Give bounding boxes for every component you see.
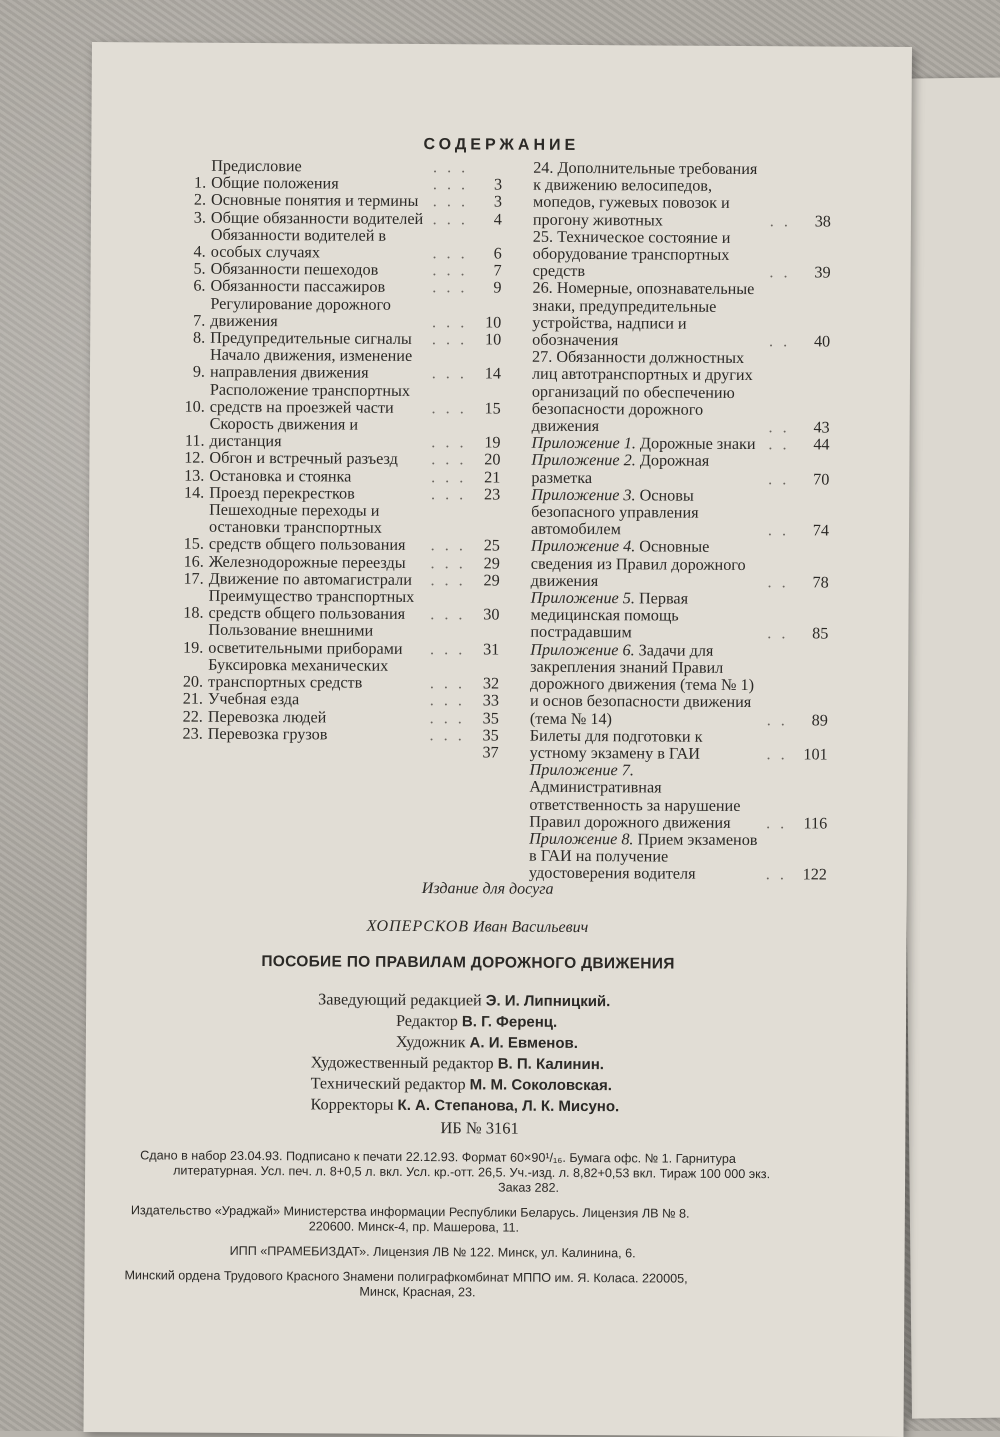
toc-leader-dots: . . xyxy=(766,213,795,230)
toc-entry xyxy=(181,725,499,744)
toc-leader-dots: . . . xyxy=(427,434,470,451)
ib-number: ИБ № 3161 xyxy=(85,1116,905,1141)
toc-entry-page: 10 xyxy=(471,314,501,331)
toc-entry-text: Дорожная разметка xyxy=(531,452,709,487)
toc-entry xyxy=(531,487,829,540)
toc-entry-page: 35 xyxy=(469,710,499,727)
toc-entry-text: Дополнительные требования к движению велосипедов, мопедов, гужевых повозок и прогону животных xyxy=(533,159,758,229)
toc-entry-number: 7. xyxy=(183,312,210,329)
toc-entry-page: 4 xyxy=(472,211,502,228)
toc-entry-number: 4. xyxy=(184,244,211,261)
staff-role: Заведующий редакцией xyxy=(318,990,482,1009)
toc-entry xyxy=(183,347,501,383)
toc-leader-dots: . . xyxy=(763,626,792,643)
toc-entry xyxy=(532,280,830,351)
toc-entry-page: 15 xyxy=(471,400,501,417)
toc-entry-page: 25 xyxy=(470,538,500,555)
toc-entry-title: Буксировка механических транспортных средств xyxy=(208,657,426,693)
toc-leader-dots: . . . xyxy=(429,176,472,193)
staff-name: А. И. Евменов. xyxy=(470,1034,578,1052)
toc-entry-page: 7 xyxy=(472,263,502,280)
toc-entry xyxy=(183,381,501,417)
print-details xyxy=(85,1148,905,1198)
toc-entry-text: Административная ответственность за нарушение Правил дорожного движения xyxy=(529,778,740,832)
publisher-line: Издательство «Ураджай» Министерства информации Республики Беларусь. Лицензия ЛВ № 8. xyxy=(131,1203,690,1220)
toc-entry xyxy=(532,349,831,437)
author-given-name: Иван Васильевич xyxy=(473,918,588,936)
toc-leader-dots: . . . xyxy=(428,262,471,279)
book-page xyxy=(84,42,912,1437)
toc-entry-page: 85 xyxy=(792,626,828,643)
order-number: Заказ 282. xyxy=(140,1178,559,1195)
toc-entry-page: 9 xyxy=(471,280,501,297)
toc-entry-number: 23. xyxy=(181,725,208,742)
toc-entry-number: 18. xyxy=(181,605,208,622)
toc-entry-title xyxy=(531,452,764,488)
staff-role: Редактор xyxy=(396,1012,458,1030)
toc-entry-page: 101 xyxy=(792,746,828,763)
toc-entry-page: 78 xyxy=(793,574,829,591)
toc-entry-page: 122 xyxy=(791,867,827,884)
toc-entry-number: 16. xyxy=(182,553,209,570)
toc-entry-number: 12. xyxy=(182,450,209,467)
staff-role: Корректоры xyxy=(310,1095,393,1114)
toc-entry xyxy=(531,452,829,488)
toc-leader-dots: . . . xyxy=(426,641,469,658)
toc-entry-text: Обязанности должностных лиц автотранспортных и других организаций по обеспечению безопасности дорожного движения xyxy=(532,348,753,435)
toc-leader-dots: . . . xyxy=(429,159,472,176)
toc-entry-page: 70 xyxy=(793,471,829,488)
toc-entry-label: Приложение 1. xyxy=(532,434,636,453)
toc-entry-page: 20 xyxy=(470,452,500,469)
toc-leader-dots: . . xyxy=(764,419,793,436)
toc-entry-page: 74 xyxy=(793,523,829,540)
toc-entry-title: Начало движения, изменение направления движения xyxy=(210,347,428,383)
toc-entry-page: 19 xyxy=(471,435,501,452)
staff-name: К. А. Степанова, Л. К. Мисуно. xyxy=(398,1097,620,1115)
toc-entry-title: Пешеходные переходы и остановки транспортных средств общего пользования xyxy=(209,502,427,555)
toc-entry-label: Приложение 3. xyxy=(531,486,635,505)
toc-entry xyxy=(181,588,499,624)
toc-entry-title: Общие обязанности водителей xyxy=(211,209,429,228)
toc-leader-dots: . . xyxy=(762,815,791,832)
toc-entry-page: 116 xyxy=(791,815,827,832)
toc-entry xyxy=(530,590,828,643)
toc-entry-page: 32 xyxy=(469,675,499,692)
toc-entry-title: Учебная езда xyxy=(208,691,426,710)
book-title: ПОСОБИЕ ПО ПРАВИЛАМ ДОРОЖНОГО ДВИЖЕНИЯ xyxy=(86,952,906,975)
toc-entry-title xyxy=(530,590,763,643)
toc-entry-page: 35 xyxy=(469,727,499,744)
toc-leader-dots: . . . xyxy=(429,211,472,228)
toc-entry xyxy=(183,416,501,452)
toc-entry xyxy=(533,229,831,282)
toc-entry-title xyxy=(529,762,762,832)
toc-entry-text: Дорожные знаки xyxy=(640,435,756,454)
printer-line: Минский ордена Трудового Красного Знамени полиграфкомбинат МППО им. Я. Коласа. 220005, xyxy=(124,1268,687,1285)
toc-entry-title: Скорость движения и дистанция xyxy=(210,416,428,452)
toc-leader-dots: . . . xyxy=(428,331,471,348)
toc-entry-page: 44 xyxy=(793,437,829,454)
toc-entry-number: 14. xyxy=(182,484,209,501)
toc-entry-title xyxy=(531,487,764,540)
toc-entry-page: 23 xyxy=(470,486,500,503)
toc-entry-title xyxy=(533,229,766,282)
toc-leader-dots: . . xyxy=(764,522,793,539)
imprint-block xyxy=(84,1148,905,1303)
toc-entry-number: 10. xyxy=(183,398,210,415)
toc-entry-title: Остановка и стоянка xyxy=(209,467,427,486)
edition-note: Издание для досуга xyxy=(87,878,907,901)
toc-leader-dots: . . . xyxy=(428,314,471,331)
toc-entry xyxy=(533,160,831,231)
toc-entry-title: Предисловие xyxy=(211,158,429,177)
toc-leader-dots: . . . xyxy=(426,710,469,727)
toc-leader-dots: . . . xyxy=(427,469,470,486)
toc-entry xyxy=(181,622,499,658)
toc-entry-page: 3 xyxy=(472,194,502,211)
staff-name: М. М. Соколовская. xyxy=(470,1076,612,1094)
toc-entry-title xyxy=(529,831,762,884)
toc-entry-number: 6. xyxy=(183,278,210,295)
toc-leader-dots: . . . xyxy=(426,675,469,692)
toc-entry xyxy=(181,742,499,761)
toc-entry-title: Преимущество транспортных средств общего пользования xyxy=(208,588,426,624)
toc-entry-page: 38 xyxy=(795,213,831,230)
toc-entry-number: 22. xyxy=(181,708,208,725)
toc-entry-number: 15. xyxy=(182,536,209,553)
adjacent-page-edge xyxy=(898,77,1000,1418)
toc-entry xyxy=(530,727,828,763)
toc-entry-text: Техническое состояние и оборудование транспортных средств xyxy=(533,228,731,281)
toc-leader-dots: . . . xyxy=(429,193,472,210)
toc-entry-title: Проезд перекрестков xyxy=(209,485,427,504)
toc-entry-label: 25. xyxy=(533,228,553,246)
toc-entry-label: Приложение 2. xyxy=(531,451,635,470)
toc-leader-dots: . . xyxy=(763,712,792,729)
toc-leader-dots: . . xyxy=(765,333,794,350)
toc-entry-page: 14 xyxy=(471,366,501,383)
toc-entry-text: Первая медицинская помощь пострадавшим xyxy=(530,589,688,641)
toc-entry-title xyxy=(531,538,764,591)
toc-entry-page: 39 xyxy=(795,265,831,282)
toc-entry-page: 6 xyxy=(472,245,502,262)
publisher-address: 220600. Минск-4, пр. Машерова, 11. xyxy=(131,1218,519,1234)
toc-entry-page: 21 xyxy=(470,469,500,486)
toc-entry-page: 37 xyxy=(469,744,499,761)
toc-entry-number: 19. xyxy=(181,639,208,656)
toc-entry-label: 26. xyxy=(532,279,552,297)
toc-leader-dots: . . . xyxy=(428,365,471,382)
toc-entry-label: Приложение 7. xyxy=(530,761,634,780)
toc-entry-title xyxy=(533,160,766,230)
toc-entry-number: 8. xyxy=(183,330,210,347)
toc-heading: СОДЕРЖАНИЕ xyxy=(91,134,911,157)
toc-leader-dots: . . xyxy=(765,264,794,281)
toc-leader-dots: . . . xyxy=(427,452,470,469)
toc-entry-text: Основные сведения из Правил дорожного движения xyxy=(531,538,746,590)
toc-entry-number: 17. xyxy=(182,570,209,587)
toc-entry-number: 3. xyxy=(184,209,211,226)
print-details-line: Сдано в набор 23.04.93. Подписано к печати 22.12.93. Формат 60×90¹/₁₆. Бумага офс. № 1. Гарнитура xyxy=(140,1148,736,1166)
staff-role: Технический редактор xyxy=(311,1074,466,1093)
toc-leader-dots: . . xyxy=(762,866,791,883)
toc-entry-text: Задачи для закрепления знаний Правил дорожного движения (тема № 1) и основ безопасности движения (тема № 14) xyxy=(530,641,754,728)
author-surname: ХОПЕРСКОВ xyxy=(367,918,470,936)
toc-entry xyxy=(184,226,502,262)
toc-entry-title xyxy=(532,349,765,436)
staff-credits xyxy=(85,988,906,1119)
toc-entry-number: 13. xyxy=(182,467,209,484)
toc-entry-label: 27. xyxy=(532,348,552,366)
toc-entry-number: 2. xyxy=(184,192,211,209)
toc-entry xyxy=(529,831,827,884)
toc-entry xyxy=(181,656,499,692)
toc-leader-dots: . . . xyxy=(427,400,470,417)
toc-entry-title: Общие положения xyxy=(211,175,429,194)
toc-entry-label: 24. xyxy=(533,159,553,177)
toc-entry xyxy=(182,502,500,556)
author-line xyxy=(87,916,907,939)
toc-entry-title: Основные понятия и термины xyxy=(211,192,429,211)
toc-entry-page: 40 xyxy=(794,333,830,350)
toc-entry-title: Обязанности пешеходов xyxy=(211,261,429,280)
toc-entry-page: 43 xyxy=(794,419,830,436)
toc-entry-title: Регулирование дорожного движения xyxy=(210,295,428,331)
toc-leader-dots: . . . xyxy=(425,727,468,744)
toc-entry-page: 29 xyxy=(470,572,500,589)
toc-entry-page: 10 xyxy=(471,331,501,348)
toc-entry-title: Обгон и встречный разъезд xyxy=(209,450,427,469)
toc-entry-title xyxy=(532,280,765,350)
toc-entry xyxy=(531,538,829,591)
colophon xyxy=(84,878,907,1303)
toc-leader-dots: . . . xyxy=(427,538,470,555)
toc-entry-number: 21. xyxy=(181,691,208,708)
toc-entry-label: Приложение 5. xyxy=(531,589,635,608)
staff-name: Э. И. Липницкий. xyxy=(486,992,611,1010)
toc-entry-text: Номерные, опознавательные знаки, предупредительные устройства, надписи и обозначения xyxy=(532,279,754,349)
staff-role: Художник xyxy=(396,1033,466,1051)
toc-entry-title: Обязанности водителей в особых случаях xyxy=(211,227,429,263)
toc-entry-label: Приложение 6. xyxy=(530,640,634,659)
toc-leader-dots: . . xyxy=(762,746,791,763)
toc-entry-text: Прием экзаменов в ГАИ на получение удостоверения водителя xyxy=(529,830,758,883)
printer-info xyxy=(84,1268,904,1303)
toc-entry-page: 33 xyxy=(469,693,499,710)
toc-entry-label: Приложение 4. xyxy=(531,537,635,556)
toc-entry-title xyxy=(530,727,763,763)
toc-entry-title: Предупредительные сигналы xyxy=(210,330,428,349)
toc-leader-dots: . . xyxy=(764,574,793,591)
staff-name: В. Г. Ференц. xyxy=(462,1013,557,1031)
staff-name: В. П. Калинин. xyxy=(498,1055,604,1073)
toc-entry-page: 30 xyxy=(469,607,499,624)
toc-entry-text: Билеты для подготовки к устному экзамену в ГАИ xyxy=(530,726,703,762)
publisher-info xyxy=(85,1203,905,1238)
toc-leader-dots: . . . xyxy=(426,692,469,709)
toc-entry-page: 31 xyxy=(469,641,499,658)
toc-entry xyxy=(529,762,827,833)
toc-entry-number: 1. xyxy=(184,175,211,192)
toc-entry-number: 9. xyxy=(183,364,210,381)
toc-entry-title: Обязанности пассажиров xyxy=(210,278,428,297)
staff-role: Художественный редактор xyxy=(311,1053,494,1072)
toc-entry-title: Железнодорожные переезды xyxy=(209,553,427,572)
toc-entry-page: 3 xyxy=(472,177,502,194)
toc-leader-dots: . . . xyxy=(426,572,469,589)
toc-entry-page: 29 xyxy=(470,555,500,572)
toc-leader-dots: . . . xyxy=(427,486,470,503)
toc-entry-title: Движение по автомагистрали xyxy=(209,571,427,590)
toc-leader-dots: . . . xyxy=(428,245,471,262)
toc-leader-dots: . . xyxy=(764,471,793,488)
typesetter-info: ИПП «ПРАМЕБИЗДАТ». Лицензия ЛВ № 122. Минск, ул. Калинина, 6. xyxy=(85,1243,905,1263)
toc-leader-dots: . . . xyxy=(426,606,469,623)
toc-entry-title: Пользование внешними осветительными приборами xyxy=(208,622,426,658)
printer-address: Минск, Красная, 23. xyxy=(124,1283,475,1299)
toc-entry-title: Расположение транспортных средств на проезжей части xyxy=(210,381,428,417)
print-details-line: литературная. Усл. печ. л. 8+0,5 л. вкл. Усл. кр.-отт. 26,5. Уч.-изд. л. 8,82+0,53 вкл. Тираж 100 000 экз. xyxy=(140,1163,770,1181)
toc-entry-number: 11. xyxy=(183,433,210,450)
toc-leader-dots: . . . xyxy=(427,555,470,572)
toc-entry-title: Перевозка грузов xyxy=(208,725,426,744)
toc-spacer xyxy=(181,760,469,762)
toc-entry-number: 5. xyxy=(184,261,211,278)
toc-entry-title xyxy=(530,641,763,728)
toc-entry-title: Перевозка людей xyxy=(208,708,426,727)
toc-entry-number: 20. xyxy=(181,674,208,691)
toc-entry-label: Приложение 8. xyxy=(529,830,633,849)
toc-right-column xyxy=(529,160,831,884)
toc-left-column xyxy=(181,158,503,762)
toc-leader-dots: . . . xyxy=(428,279,471,296)
toc-entry-page: 89 xyxy=(792,712,828,729)
staff-line xyxy=(85,1093,905,1119)
toc-entry xyxy=(530,641,829,729)
toc-entry xyxy=(183,295,501,331)
toc-entry-text: Основы безопасного управления автомобилем xyxy=(531,486,699,538)
toc-leader-dots: . . xyxy=(764,436,793,453)
